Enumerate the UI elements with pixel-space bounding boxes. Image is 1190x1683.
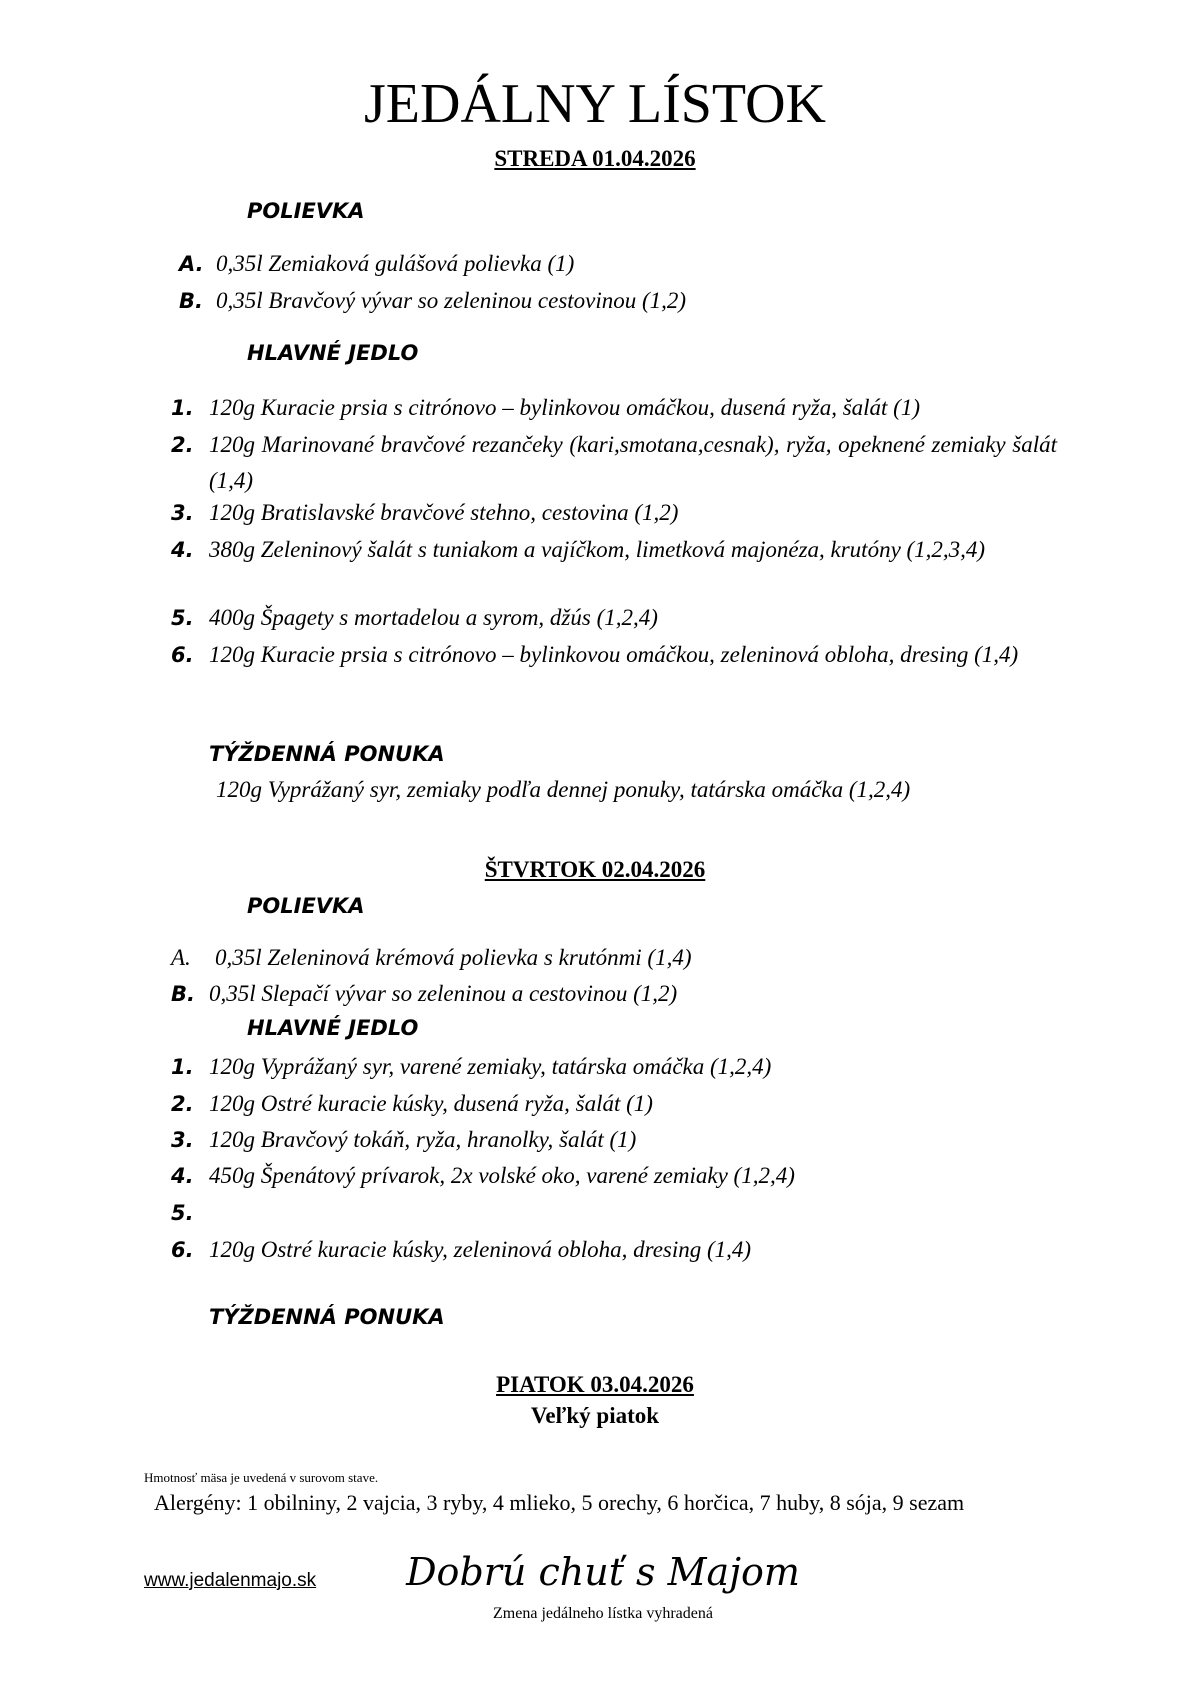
item-text: 400g Špagety s mortadelou a syrom, džús (1,2,4) bbox=[209, 605, 658, 630]
main-item bbox=[171, 1086, 1057, 1122]
item-text: 0,35l Zemiaková gulášová polievka (1) bbox=[216, 251, 575, 276]
website-link[interactable]: www.jedalenmajo.sk bbox=[144, 1570, 317, 1591]
soup-item bbox=[179, 283, 1039, 319]
main-item bbox=[171, 1232, 1057, 1268]
item-text: 120g Bratislavské bravčové stehno, cestovina (1,2) bbox=[209, 500, 679, 525]
item-mark: 1. bbox=[171, 1055, 194, 1079]
section-weekly: TÝŽDENNÁ PONUKA bbox=[209, 742, 445, 766]
page-title: JEDÁLNY LÍSTOK bbox=[364, 73, 826, 135]
item-text bbox=[209, 1195, 1057, 1231]
section-soup: POLIEVKA bbox=[247, 894, 365, 918]
item-text: 120g Vyprážaný syr, zemiaky podľa dennej ponuky, tatárska omáčka (1,2,4) bbox=[216, 777, 911, 802]
item-text: 0,35l Bravčový vývar so zeleninou cestovinou (1,2) bbox=[216, 288, 687, 313]
day-heading-thursday: ŠTVRTOK 02.04.2026 bbox=[484, 857, 706, 882]
holiday-note: Veľký piatok bbox=[530, 1403, 660, 1428]
item-mark: B. bbox=[171, 982, 195, 1006]
item-text: 120g Vyprážaný syr, varené zemiaky, tatárska omáčka (1,2,4) bbox=[209, 1054, 772, 1079]
main-item bbox=[171, 427, 1057, 499]
soup-item bbox=[171, 940, 1057, 976]
section-main: HLAVNÉ JEDLO bbox=[247, 341, 419, 365]
item-mark: 3. bbox=[171, 1128, 194, 1152]
main-item bbox=[171, 390, 1057, 426]
item-mark: 4. bbox=[171, 538, 194, 562]
item-mark: 3. bbox=[171, 501, 194, 525]
main-item bbox=[171, 1049, 1057, 1085]
item-mark: 2. bbox=[171, 433, 194, 457]
item-mark: 6. bbox=[171, 643, 194, 667]
item-text: 450g Špenátový prívarok, 2x volské oko, varené zemiaky (1,2,4) bbox=[209, 1163, 795, 1188]
main-item bbox=[171, 1158, 1057, 1194]
item-text: 120g Ostré kuracie kúsky, zeleninová obloha, dresing (1,4) bbox=[209, 1237, 752, 1262]
item-mark: 6. bbox=[171, 1238, 194, 1262]
item-text: 120g Ostré kuracie kúsky, dusená ryža, šalát (1) bbox=[209, 1091, 653, 1116]
main-item bbox=[171, 495, 1057, 531]
day-heading-wednesday: STREDA 01.04.2026 bbox=[494, 146, 696, 171]
main-item bbox=[171, 1195, 1057, 1231]
item-text: 120g Bravčový tokáň, ryža, hranolky, šalát (1) bbox=[209, 1127, 637, 1152]
item-mark: A. bbox=[171, 945, 191, 970]
day-heading-friday: PIATOK 03.04.2026 bbox=[496, 1372, 694, 1397]
section-weekly: TÝŽDENNÁ PONUKA bbox=[209, 1305, 445, 1329]
item-mark: 4. bbox=[171, 1164, 194, 1188]
item-text: 0,35l Zeleninová krémová polievka s krutónmi (1,4) bbox=[215, 945, 692, 970]
disclaimer: Zmena jedálneho lístka vyhradená bbox=[493, 1605, 713, 1622]
allergens-legend: Alergény: 1 obilniny, 2 vajcia, 3 ryby, 4 mlieko, 5 orechy, 6 horčica, 7 huby, 8 sója, 9 sezam bbox=[154, 1490, 965, 1515]
weight-note: Hmotnosť mäsa je uvedená v surovom stave. bbox=[144, 1470, 379, 1485]
slogan: Dobrú chuť s Majom bbox=[406, 1550, 800, 1594]
item-text: 120g Kuracie prsia s citrónovo – bylinkovou omáčkou, zeleninová obloha, dresing (1,4) bbox=[209, 642, 1019, 667]
main-item bbox=[171, 1122, 1057, 1158]
main-item bbox=[171, 600, 1057, 636]
item-mark: 2. bbox=[171, 1092, 194, 1116]
section-soup: POLIEVKA bbox=[247, 199, 365, 223]
soup-item bbox=[171, 976, 1057, 1012]
item-mark: 5. bbox=[171, 606, 194, 630]
item-text: 120g Marinované bravčové rezančeky (kari,smotana,cesnak), ryža, opeknené zemiaky šalát (1,4) bbox=[209, 432, 1057, 493]
item-text: 0,35l Slepačí vývar so zeleninou a cestovinou (1,2) bbox=[209, 981, 678, 1006]
weekly-item bbox=[216, 772, 1076, 808]
item-mark: B. bbox=[179, 289, 203, 313]
item-text: 380g Zeleninový šalát s tuniakom a vajíčkom, limetková majonéza, krutóny (1,2,3,4) bbox=[209, 537, 986, 562]
section-main: HLAVNÉ JEDLO bbox=[247, 1016, 419, 1040]
item-mark: 5. bbox=[171, 1201, 194, 1225]
item-mark: 1. bbox=[171, 396, 194, 420]
soup-item bbox=[179, 246, 1039, 282]
main-item bbox=[171, 637, 1057, 673]
item-text: 120g Kuracie prsia s citrónovo – bylinkovou omáčkou, dusená ryža, šalát (1) bbox=[209, 395, 920, 420]
main-item bbox=[171, 532, 1057, 568]
item-mark: A. bbox=[179, 252, 204, 276]
